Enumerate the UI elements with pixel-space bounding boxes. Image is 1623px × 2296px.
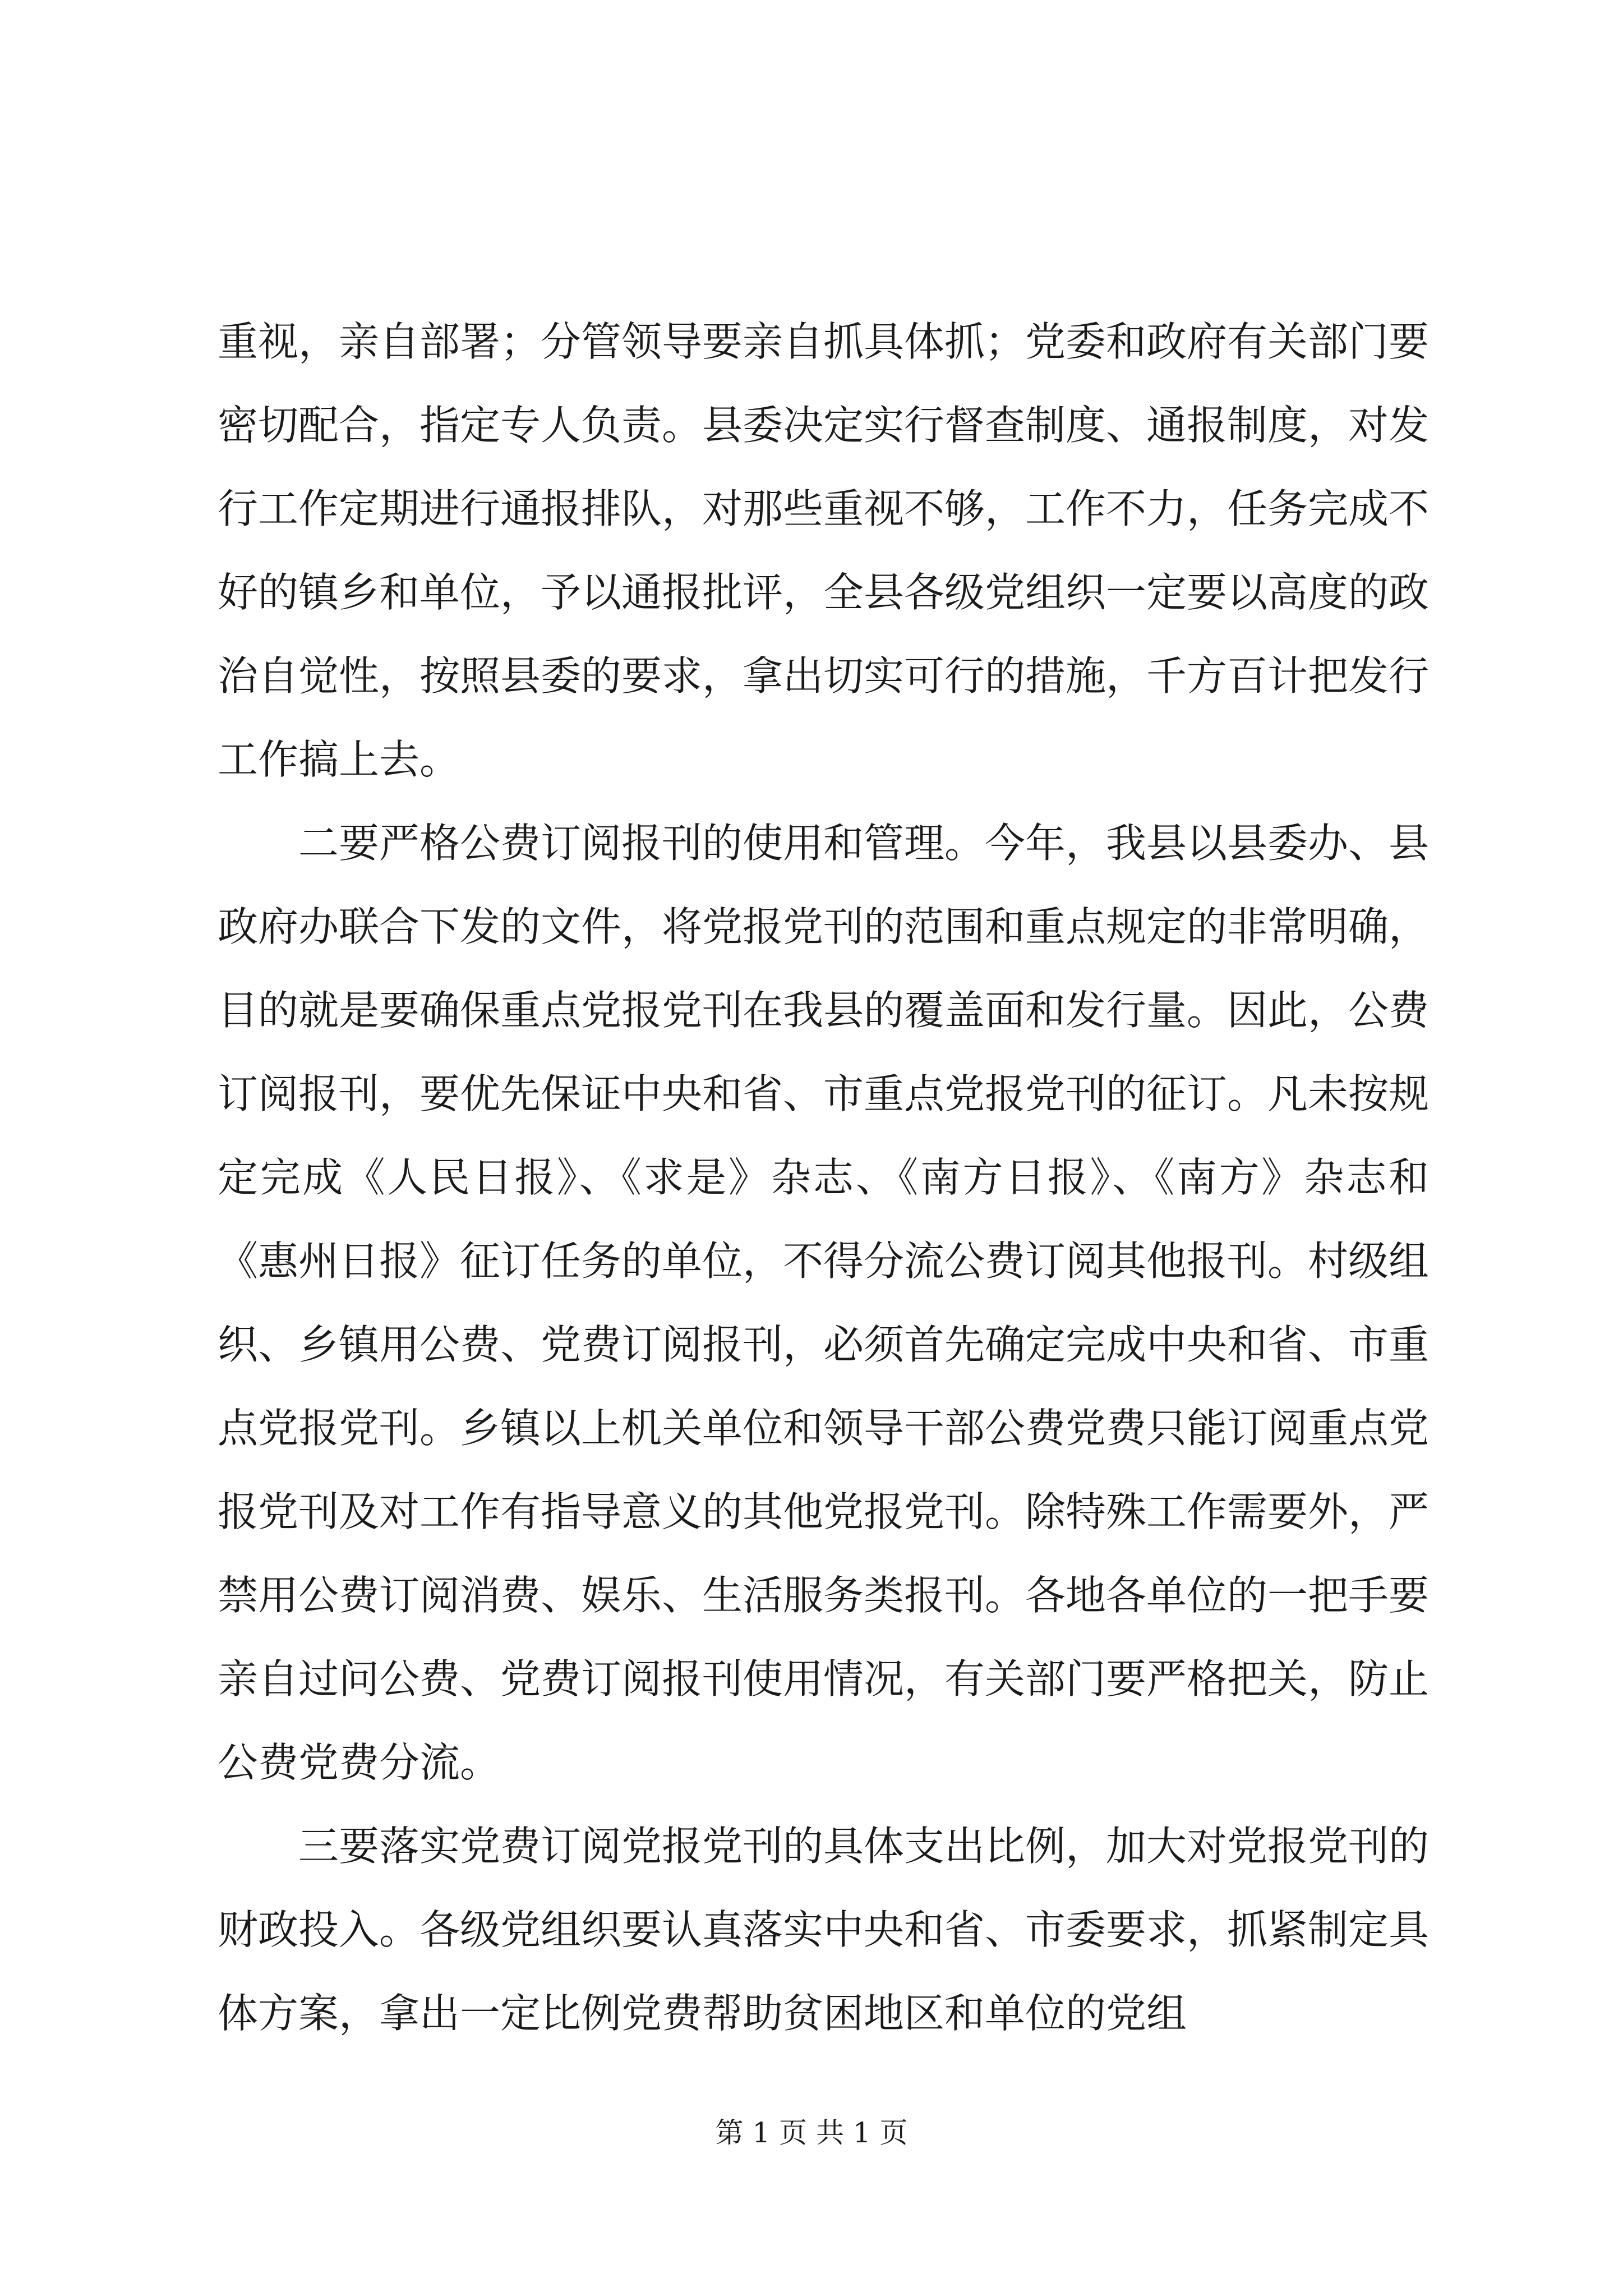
page-footer [0,2110,1623,2155]
page-number-label: 第 1 页 共 1 页 [715,2116,908,2149]
paragraph-1: 重视，亲自部署；分管领导要亲自抓具体抓；党委和政府有关部门要密切配合，指定专人负责。县委决定实行督查制度、通报制度，对发行工作定期进行通报排队，对那些重视不够，工作不力，任务完成不好的镇乡和单位，予以通报批评，全县各级党组织一定要以高度的政治自觉性，按照县委的要求，拿出切实可行的措施，千方百计把发行工作搞上去。 [218,318,1430,783]
document-body [218,300,1429,2055]
paragraph-2: 二要严格公费订阅报刊的使用和管理。今年，我县以县委办、县政府办联合下发的文件，将党报党刊的范围和重点规定的非常明确，目的就是要确保重点党报党刊在我县的覆盖面和发行量。因此，公费订阅报刊，要优先保证中央和省、市重点党报党刊的征订。凡未按规定完成《人民日报》、《求是》杂志、《南方日报》、《南方》杂志和《惠州日报》征订任务的单位，不得分流公费订阅其他报刊。村级组织、乡镇用公费、党费订阅报刊，必须首先确定完成中央和省、市重点党报党刊。乡镇以上机关单位和领导干部公费党费只能订阅重点党报党刊及对工作有指导意义的其他党报党刊。除特殊工作需要外，严禁用公费订阅消费、娱乐、生活服务类报刊。各地各单位的一把手要亲自过问公费、党费订阅报刊使用情况，有关部门要严格把关，防止公费党费分流。 [218,820,1430,1786]
paragraph-3: 三要落实党费订阅党报党刊的具体支出比例，加大对党报党刊的财政投入。各级党组织要认真落实中央和省、市委要求，抓紧制定具体方案，拿出一定比例党费帮助贫困地区和单位的党组 [218,1823,1430,2037]
